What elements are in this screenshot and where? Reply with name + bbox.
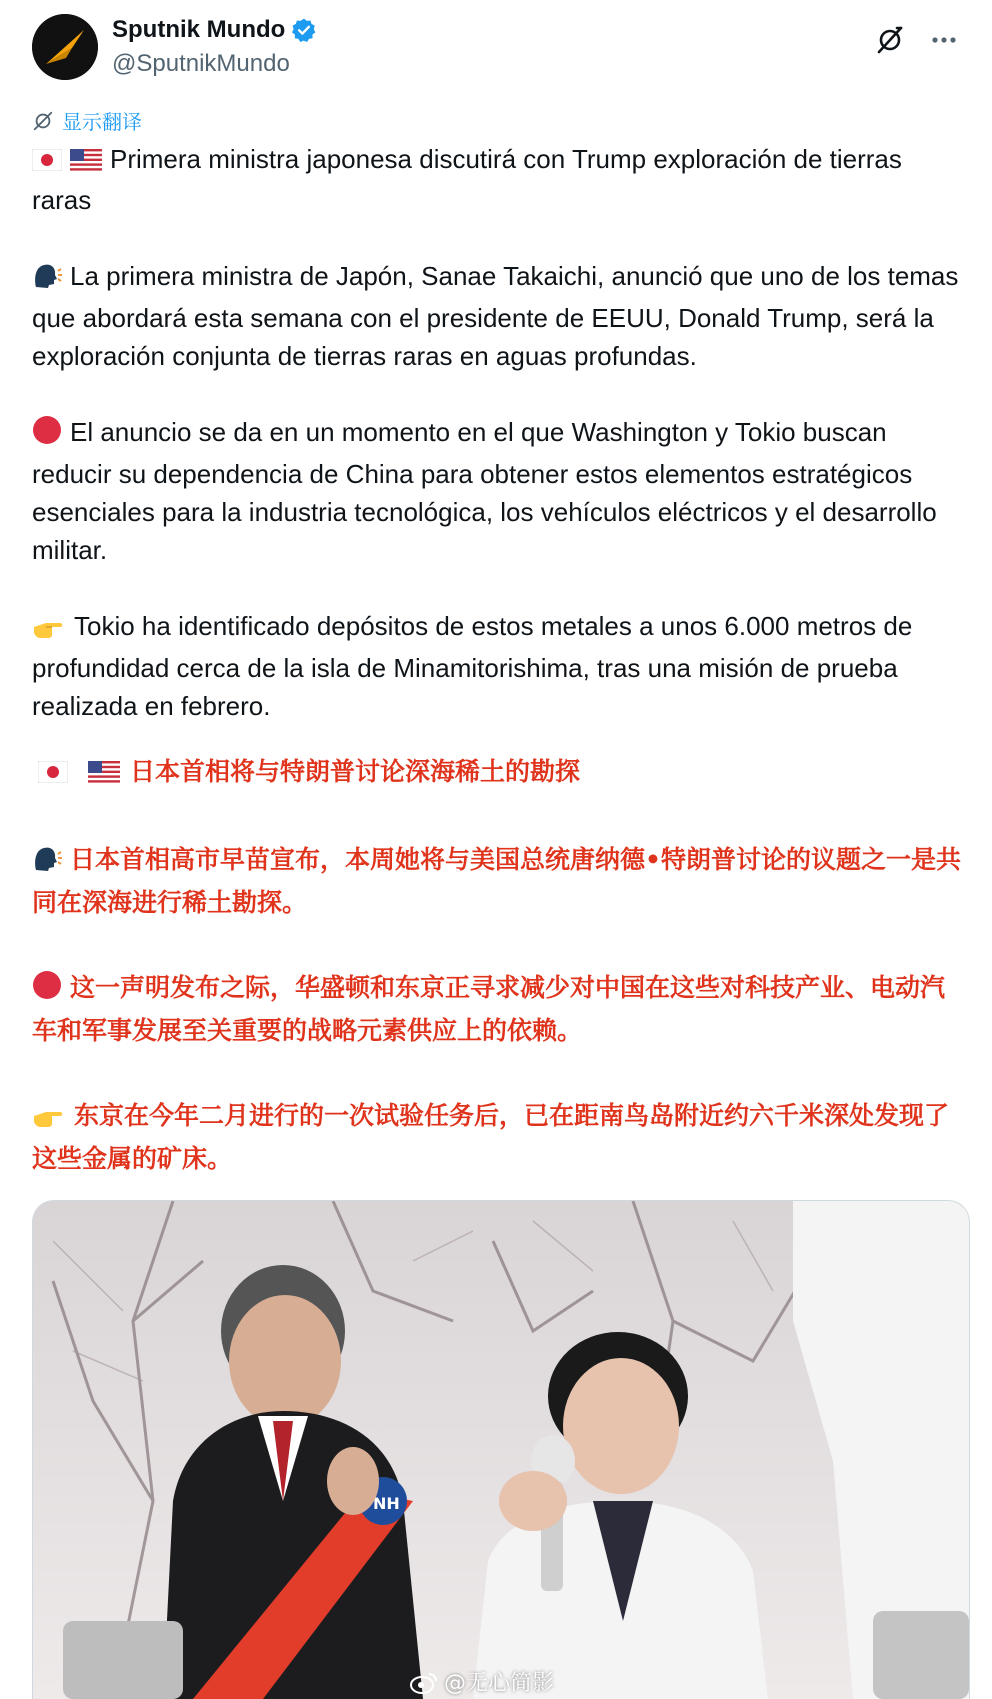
tweet-paragraph-1-text: La primera ministra de Japón, Sanae Takaichi, anunció que uno de los temas que abordará esta semana con el presidente de EEUU, Donald Trump, será la exploración conjunta de tierras raras en aguas profundas. (32, 261, 959, 371)
display-name[interactable]: Sputnik Mundo (112, 16, 286, 43)
sputnik-logo-icon (32, 14, 98, 80)
usa-flag-icon (70, 143, 102, 181)
show-translation-label[interactable]: 显示翻译 (62, 110, 142, 134)
translation-paragraph-2-text: 这一声明发布之际，华盛顿和东京正寻求减少对中国在这些对科技产业、电动汽车和军事发展至关重要的战略元素供应上的依赖。 (32, 973, 946, 1045)
translation-paragraph-3 (32, 1096, 962, 1178)
tweet-paragraph-2 (32, 413, 962, 569)
speaking-head-icon (32, 261, 62, 299)
tweet-headline: Primera ministra japonesa discutirá con Trump exploración de tierras raras (32, 144, 902, 215)
translation-paragraph-3-text: 东京在今年二月进行的一次试验任务后，已在距南鸟岛附近约六千米深处发现了这些金属的矿床。 (32, 1101, 950, 1173)
japan-flag-icon (32, 143, 62, 181)
avatar[interactable] (32, 14, 98, 80)
header-actions (872, 22, 962, 58)
tweet-paragraph-2-text: El anuncio se da en un momento en el que Washington y Tokio buscan reducir su dependencia de China para obtener estos elementos estratégicos esenciales para la industria tecnológica, los vehículos eléctricos y el desarrollo militar. (32, 417, 937, 565)
account-handle[interactable]: @SputnikMundo (112, 50, 290, 77)
tweet-body (32, 140, 962, 725)
tweet-paragraph-1 (32, 257, 962, 375)
show-translation-link[interactable] (32, 106, 142, 135)
weibo-icon (410, 1670, 438, 1694)
more-icon[interactable] (926, 22, 962, 58)
tweet-header (32, 14, 962, 84)
tweet-paragraph-3 (32, 607, 962, 725)
pointing-hand-icon (32, 1100, 66, 1139)
image-watermark (410, 1666, 554, 1697)
translation-overlay (32, 752, 962, 1178)
tweet-paragraph-3-text: Tokio ha identificado depósitos de estos metales a unos 6.000 metros de profundidad cerca de la isla de Minamitorishima, tras una misión de prueba realizada en febrero. (32, 611, 913, 721)
tweet-headline-paragraph (32, 140, 962, 219)
tweet-photo[interactable] (32, 1200, 970, 1699)
grok-icon[interactable] (872, 22, 908, 58)
photo-illustration (33, 1201, 969, 1699)
speaking-head-icon (32, 844, 62, 883)
translation-headline-paragraph (32, 752, 962, 794)
red-circle-icon (32, 415, 62, 455)
translation-paragraph-2 (32, 968, 962, 1050)
pointing-hand-icon (32, 611, 66, 649)
japan-flag-icon (38, 755, 68, 794)
usa-flag-icon (88, 755, 120, 794)
translation-paragraph-1 (32, 840, 962, 922)
name-row (112, 16, 317, 44)
translation-headline: 日本首相将与特朗普讨论深海稀土的勘探 (130, 757, 581, 786)
watermark-text: @无心简影 (444, 1671, 555, 1696)
translation-paragraph-1-text: 日本首相高市早苗宣布，本周她将与美国总统唐纳德•特朗普讨论的议题之一是共同在深海进行稀土勘探。 (32, 845, 961, 917)
red-circle-icon (32, 970, 62, 1011)
svg-text:NH: NH (373, 1494, 400, 1513)
translate-icon (32, 110, 54, 132)
verified-badge-icon (291, 17, 317, 43)
